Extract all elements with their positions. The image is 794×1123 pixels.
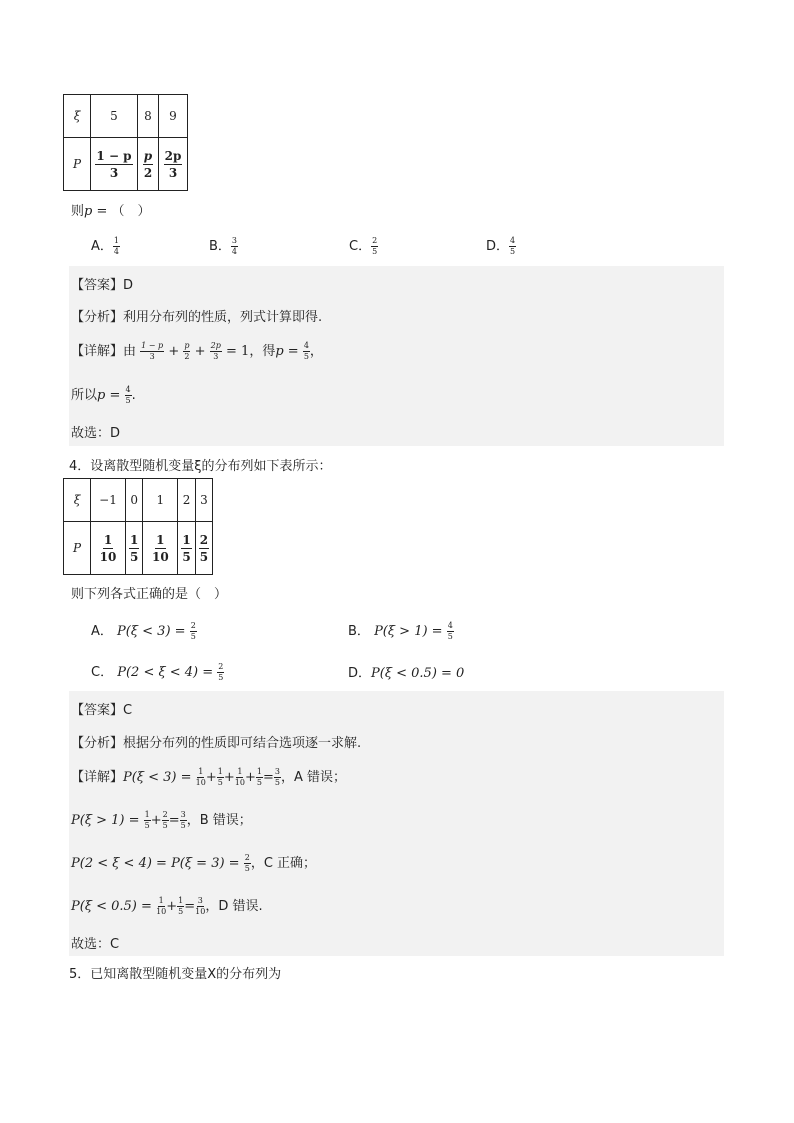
q5-intro: 5．已知离散型随机变量X的分布列为 (69, 967, 282, 982)
q4-detail-line-1: 【详解】P(ξ < 3) = $\frac{1}{10}$ + $\frac{1}{5}$ + $\frac{1}{10}$ + $\frac{1}{5}$ = $\frac{3}{5}$ ，A 错误； (71, 767, 346, 787)
table-prob: $\frac{1}{5}$ (178, 522, 195, 575)
table-header-p: P (64, 522, 91, 575)
q3-detail: 【详解】由 $\frac{1 - p}{3}$ + $\frac{p}{2}$ + $\frac{2p}{3}$ = 1，得p = $\frac{4}{5}$ ， (71, 341, 323, 361)
q4-option-d: D．P(ξ < 0.5) = 0 (348, 666, 465, 681)
q3-analysis: 【分析】利用分布列的性质，列式计算即得. (71, 310, 323, 325)
table-header-xi: ξ (64, 479, 91, 522)
table-prob: $\frac{2}{5}$ (195, 522, 212, 575)
table-value: 1 (143, 479, 178, 522)
table-value: 3 (195, 479, 212, 522)
table-header-xi: ξ (64, 95, 91, 138)
q3-conclusion: 故选：D (71, 426, 121, 441)
table-prob: $\frac{2p}{3}$ (159, 138, 188, 191)
table-prob: $\frac{1}{10}$ (91, 522, 126, 575)
table-value: 9 (159, 95, 188, 138)
q4-question: 则下列各式正确的是（ ） (71, 587, 228, 602)
q3-distribution-table (63, 94, 188, 191)
table-prob: $\frac{1}{10}$ (143, 522, 178, 575)
table-value: −1 (91, 479, 126, 522)
q4-option-c: C． P(2 < ξ < 4) = $\frac{2}{5}$ (91, 662, 224, 682)
table-value: 2 (178, 479, 195, 522)
q4-detail-line-2: P(ξ > 1) = $\frac{1}{5}$ + $\frac{2}{5}$ = $\frac{3}{5}$ ，B 错误； (71, 810, 252, 830)
table-value: 0 (126, 479, 143, 522)
q4-detail-line-4: P(ξ < 0.5) = $\frac{1}{10}$ + $\frac{1}{5}$ = $\frac{3}{10}$ ，D 错误. (71, 896, 263, 916)
q4-distribution-table (63, 478, 213, 575)
q4-option-b: B． P(ξ > 1) = $\frac{4}{5}$ (348, 621, 453, 641)
q3-option-d: D． $\frac{4}{5}$ (486, 236, 516, 256)
table-value: 8 (138, 95, 159, 138)
q4-analysis: 【分析】根据分布列的性质即可结合选项逐一求解. (71, 736, 362, 751)
q4-answer: 【答案】C (71, 703, 133, 718)
q4-intro: 4．设离散型随机变量ξ的分布列如下表所示： (69, 459, 332, 474)
q4-conclusion: 故选：C (71, 937, 120, 952)
table-prob: $\frac{p}{2}$ (138, 138, 159, 191)
table-prob: $\frac{1 - p}{3}$ (91, 138, 138, 191)
q3-option-c: C． $\frac{2}{5}$ (349, 236, 378, 256)
q3-question: 则p = （ ） (71, 204, 151, 219)
q4-detail-line-3: P(2 < ξ < 4) = P(ξ = 3) = $\frac{2}{5}$ ，C 正确； (71, 853, 317, 873)
q3-so-line: 所以p = $\frac{4}{5}$ . (71, 385, 136, 405)
q3-option-b: B． $\frac{3}{4}$ (209, 236, 238, 256)
q3-answer: 【答案】D (71, 278, 134, 293)
q3-option-a: A． $\frac{1}{4}$ (91, 236, 119, 256)
q4-option-a: A． P(ξ < 3) = $\frac{2}{5}$ (91, 621, 196, 641)
table-prob: $\frac{1}{5}$ (126, 522, 143, 575)
table-header-p: P (64, 138, 91, 191)
table-value: 5 (91, 95, 138, 138)
